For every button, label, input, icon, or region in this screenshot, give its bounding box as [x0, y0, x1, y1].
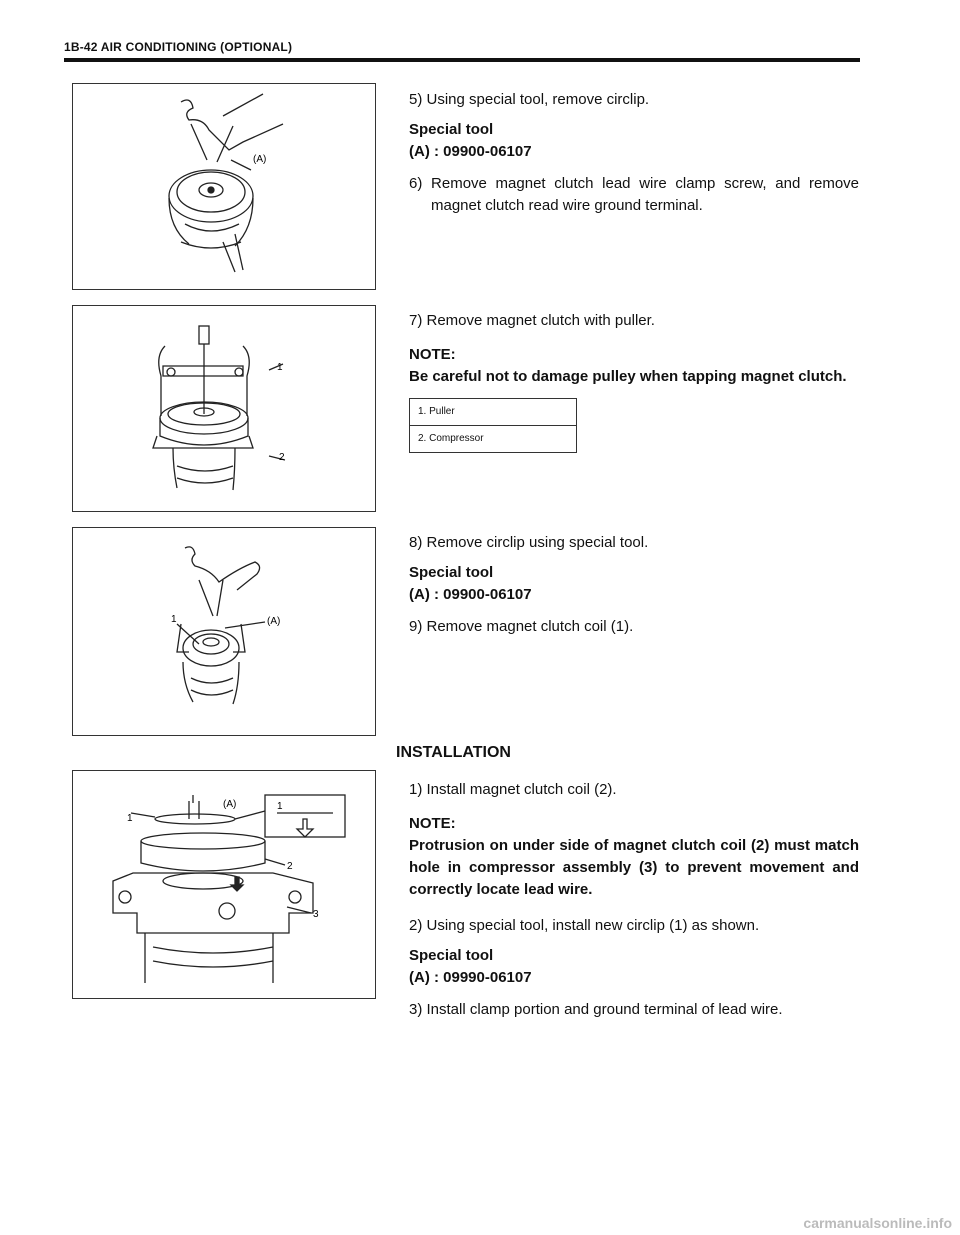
special-tool-value: (A) : 09990-06107 [409, 969, 532, 986]
step-9: 9) Remove magnet clutch coil (1). [409, 618, 634, 635]
label-2: 2 [279, 452, 285, 463]
puller-illustration [73, 306, 375, 511]
note-heading: NOTE: [409, 346, 456, 363]
special-tool-value: (A) : 09900-06107 [409, 143, 532, 160]
block-step8-9 [409, 532, 859, 638]
figure-circlip-removal [72, 83, 376, 290]
label-1b: 1 [277, 801, 283, 812]
label-1: 1 [171, 614, 177, 625]
label-a: (A) [253, 154, 267, 165]
label-2: 2 [287, 861, 293, 872]
step-8: 8) Remove circlip using special tool. [409, 534, 649, 551]
legend-table [409, 398, 577, 453]
circlip-pliers-illustration [73, 84, 375, 289]
block-step7 [409, 310, 859, 453]
label-a: (A) [223, 799, 237, 810]
special-tool-heading: Special tool [409, 947, 494, 964]
install-step-1: 1) Install magnet clutch coil (2). [409, 781, 617, 798]
figure-puller [72, 305, 376, 512]
figure-circlip-coil [72, 527, 376, 736]
install-step-3: 3) Install clamp portion and ground terminal of lead wire. [409, 1001, 783, 1018]
note-body: Protrusion on under side of magnet clutch coil (2) must match hole in compressor assembly (3) to prevent movement and correctly locate lead wire. [409, 837, 859, 898]
legend-item-compressor: 2. Compressor [410, 426, 577, 453]
label-3: 3 [313, 909, 319, 920]
section-title-installation: INSTALLATION [396, 744, 511, 761]
install-step-2: 2) Using special tool, install new circlip (1) as shown. [409, 917, 760, 934]
page-header: 1B-42 AIR CONDITIONING (OPTIONAL) [64, 40, 293, 54]
special-tool-heading: Special tool [409, 564, 494, 581]
step-7: 7) Remove magnet clutch with puller. [409, 312, 655, 329]
step-6: 6) Remove magnet clutch lead wire clamp screw, and remove magnet clutch read wire ground terminal. [409, 175, 859, 214]
figure-installation [72, 770, 376, 999]
legend-row [410, 399, 577, 426]
circlip-coil-illustration [73, 528, 375, 735]
label-a: (A) [267, 616, 281, 627]
label-1: 1 [277, 362, 283, 373]
special-tool-value: (A) : 09900-06107 [409, 586, 532, 603]
legend-item-puller: 1. Puller [410, 399, 577, 426]
block-step5-6 [409, 89, 859, 217]
note-heading: NOTE: [409, 815, 456, 832]
block-installation [409, 779, 859, 1021]
special-tool-heading: Special tool [409, 121, 494, 138]
note-body: Be careful not to damage pulley when tapping magnet clutch. [409, 368, 847, 385]
label-1a: 1 [127, 813, 133, 824]
watermark: carmanualsonline.info [803, 1215, 952, 1231]
step-5: 5) Using special tool, remove circlip. [409, 91, 650, 108]
header-rule [64, 58, 860, 62]
legend-row [410, 426, 577, 453]
coil-installation-illustration [73, 771, 375, 998]
